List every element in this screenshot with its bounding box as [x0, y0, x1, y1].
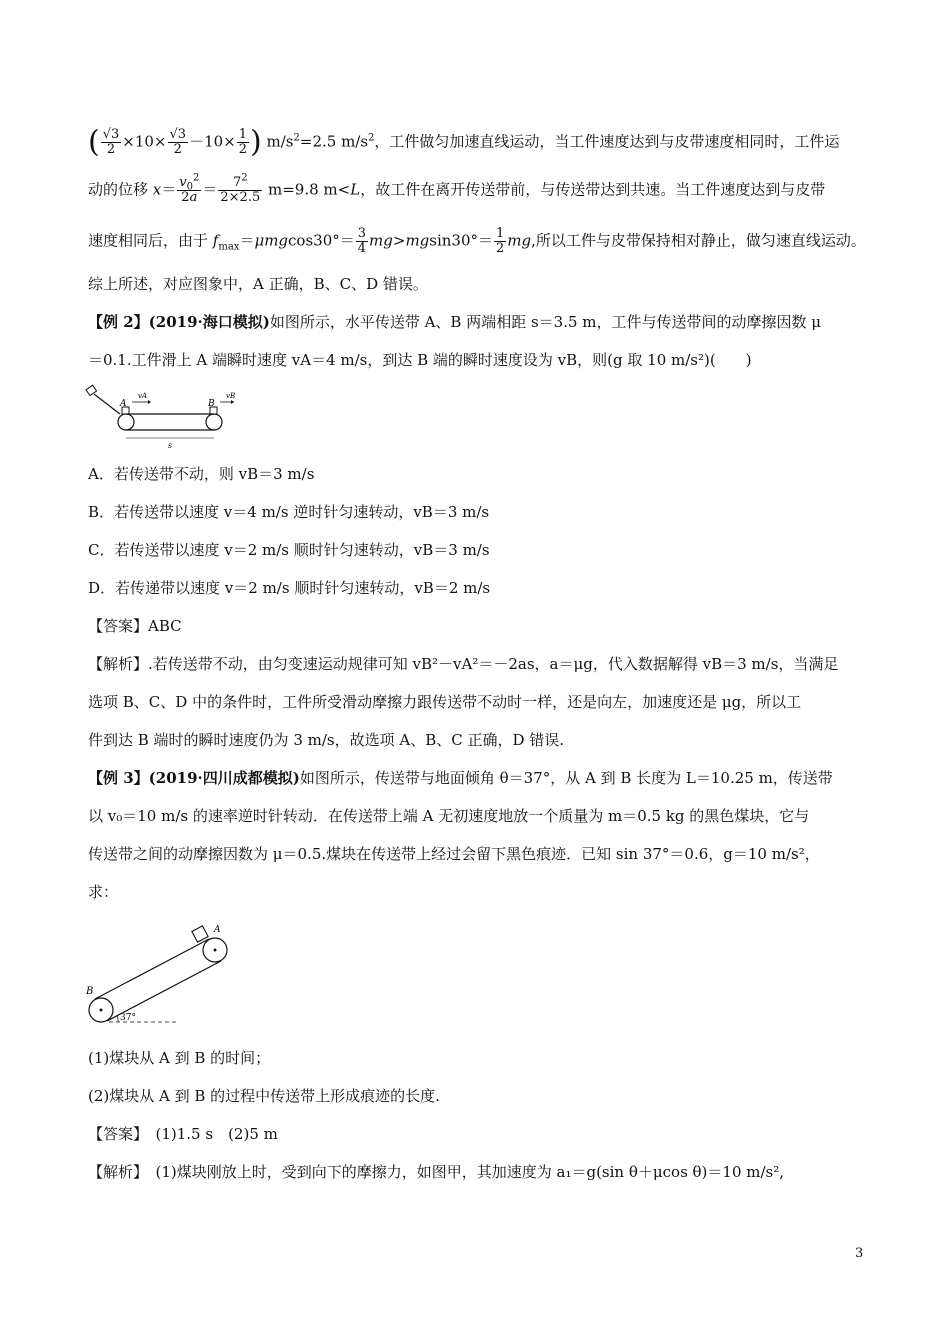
example2-analysis-3: 件到达 B 端时的瞬时速度仍为 3 m/s，故选项 A、B、C 正确，D 错误.: [88, 731, 565, 749]
label-a: A: [120, 399, 127, 409]
example2-analysis-2: 选项 B、C、D 中的条件时，工件所受滑动摩擦力跟传送带不动时一样，还是向左，加速度还是 μg，所以工: [88, 693, 802, 711]
question-1: (1)煤块从 A 到 B 的时间；: [88, 1049, 271, 1067]
example3-line-1: 【例 3】(2019·四川成都模拟)如图所示，传送带与地面倾角 θ＝37°，从 A 到 B 长度为 L＝10.25 m，传送带: [88, 769, 833, 787]
example2-answer: 【答案】ABC: [88, 617, 182, 635]
label-a: A: [214, 925, 221, 935]
option-a: A．若传送带不动，则 vB＝3 m/s: [88, 465, 315, 483]
option-b: B．若传送带以速度 v＝4 m/s 逆时针匀速转动，vB＝3 m/s: [88, 503, 490, 521]
example3-line-4: 求：: [88, 883, 119, 901]
example3-answer: 【答案】 (1)1.5 s (2)5 m: [88, 1125, 278, 1143]
solution-line-3: 速度相同后，由于 $f_{max}=\mu mgcos30^\circ=$ $\frac{3}{4}$ mg>mgsin30°＝ $\frac{1}{2}$ mg,所以工件与皮带保持相对静止，做匀速直线运动。: [88, 226, 866, 256]
solution-line-1: ( $\frac{√3}{2}$ ×10× $\frac{√3}{2}$ －10× $\frac{1}{2}$ ) $m/s^2=2.5$ $m/s^2$，工件做匀加速直线运动，当工件速度达到与皮带速度相同时，工件运: [88, 124, 840, 160]
solution-line-2: 动的位移 x＝ $\frac{v_0^2}{2a}$ ＝ $\frac{7^2}{2\times 2.5}$ m=9.8 m<L，故工件在离开传送带前，与传送带达到共速。当工件速度达到与皮带: [88, 172, 826, 205]
solution-line-4: 综上所述，对应图象中，A 正确，B、C、D 错误。: [88, 275, 428, 293]
example2-line-2: ＝0.1.工件滑上 A 端瞬时速度 vA＝4 m/s，到达 B 端的瞬时速度设为 vB，则(g 取 10 m/s²)( ): [88, 351, 752, 369]
example2-line-1: 【例 2】(2019·海口模拟)如图所示，水平传送带 A、B 两端相距 s＝3.5 m，工件与传送带间的动摩擦因数 μ: [88, 313, 822, 331]
label-s: s: [168, 441, 173, 450]
page-number: 3: [855, 1246, 864, 1261]
option-d: D．若传递带以速度 v＝2 m/s 顺时针匀速转动，vB＝2 m/s: [88, 579, 491, 597]
example3-analysis: 【解析】 (1)煤块刚放上时，受到向下的摩擦力，如图甲，其加速度为 a₁＝g(sin θ＋μcos θ)＝10 m/s²,: [88, 1163, 785, 1181]
example3-line-2: 以 v₀＝10 m/s 的速率逆时针转动．在传送带上端 A 无初速度地放一个质量为 m＝0.5 kg 的黑色煤块，它与: [88, 807, 810, 825]
label-b: B: [86, 986, 94, 997]
question-2: (2)煤块从 A 到 B 的过程中传送带上形成痕迹的长度.: [88, 1087, 440, 1105]
label-vb: vB: [226, 392, 236, 400]
example2-analysis-1: 【解析】.若传送带不动，由匀变速运动规律可知 vB²－vA²＝－2as，a＝μg，代入数据解得 vB＝3 m/s，当满足: [88, 655, 839, 673]
label-angle: 37°: [120, 1013, 136, 1023]
horizontal-conveyor-figure: [84, 384, 234, 452]
inclined-conveyor-figure: [84, 920, 244, 1028]
option-c: C．若传送带以速度 v＝2 m/s 顺时针匀速转动，vB＝3 m/s: [88, 541, 490, 559]
example3-line-3: 传送带之间的动摩擦因数为 μ＝0.5.煤块在传送带上经过会留下黑色痕迹．已知 sin 37°＝0.6，g＝10 m/s²，: [88, 845, 820, 863]
label-va: vA: [138, 392, 148, 400]
label-b: B: [208, 399, 215, 409]
